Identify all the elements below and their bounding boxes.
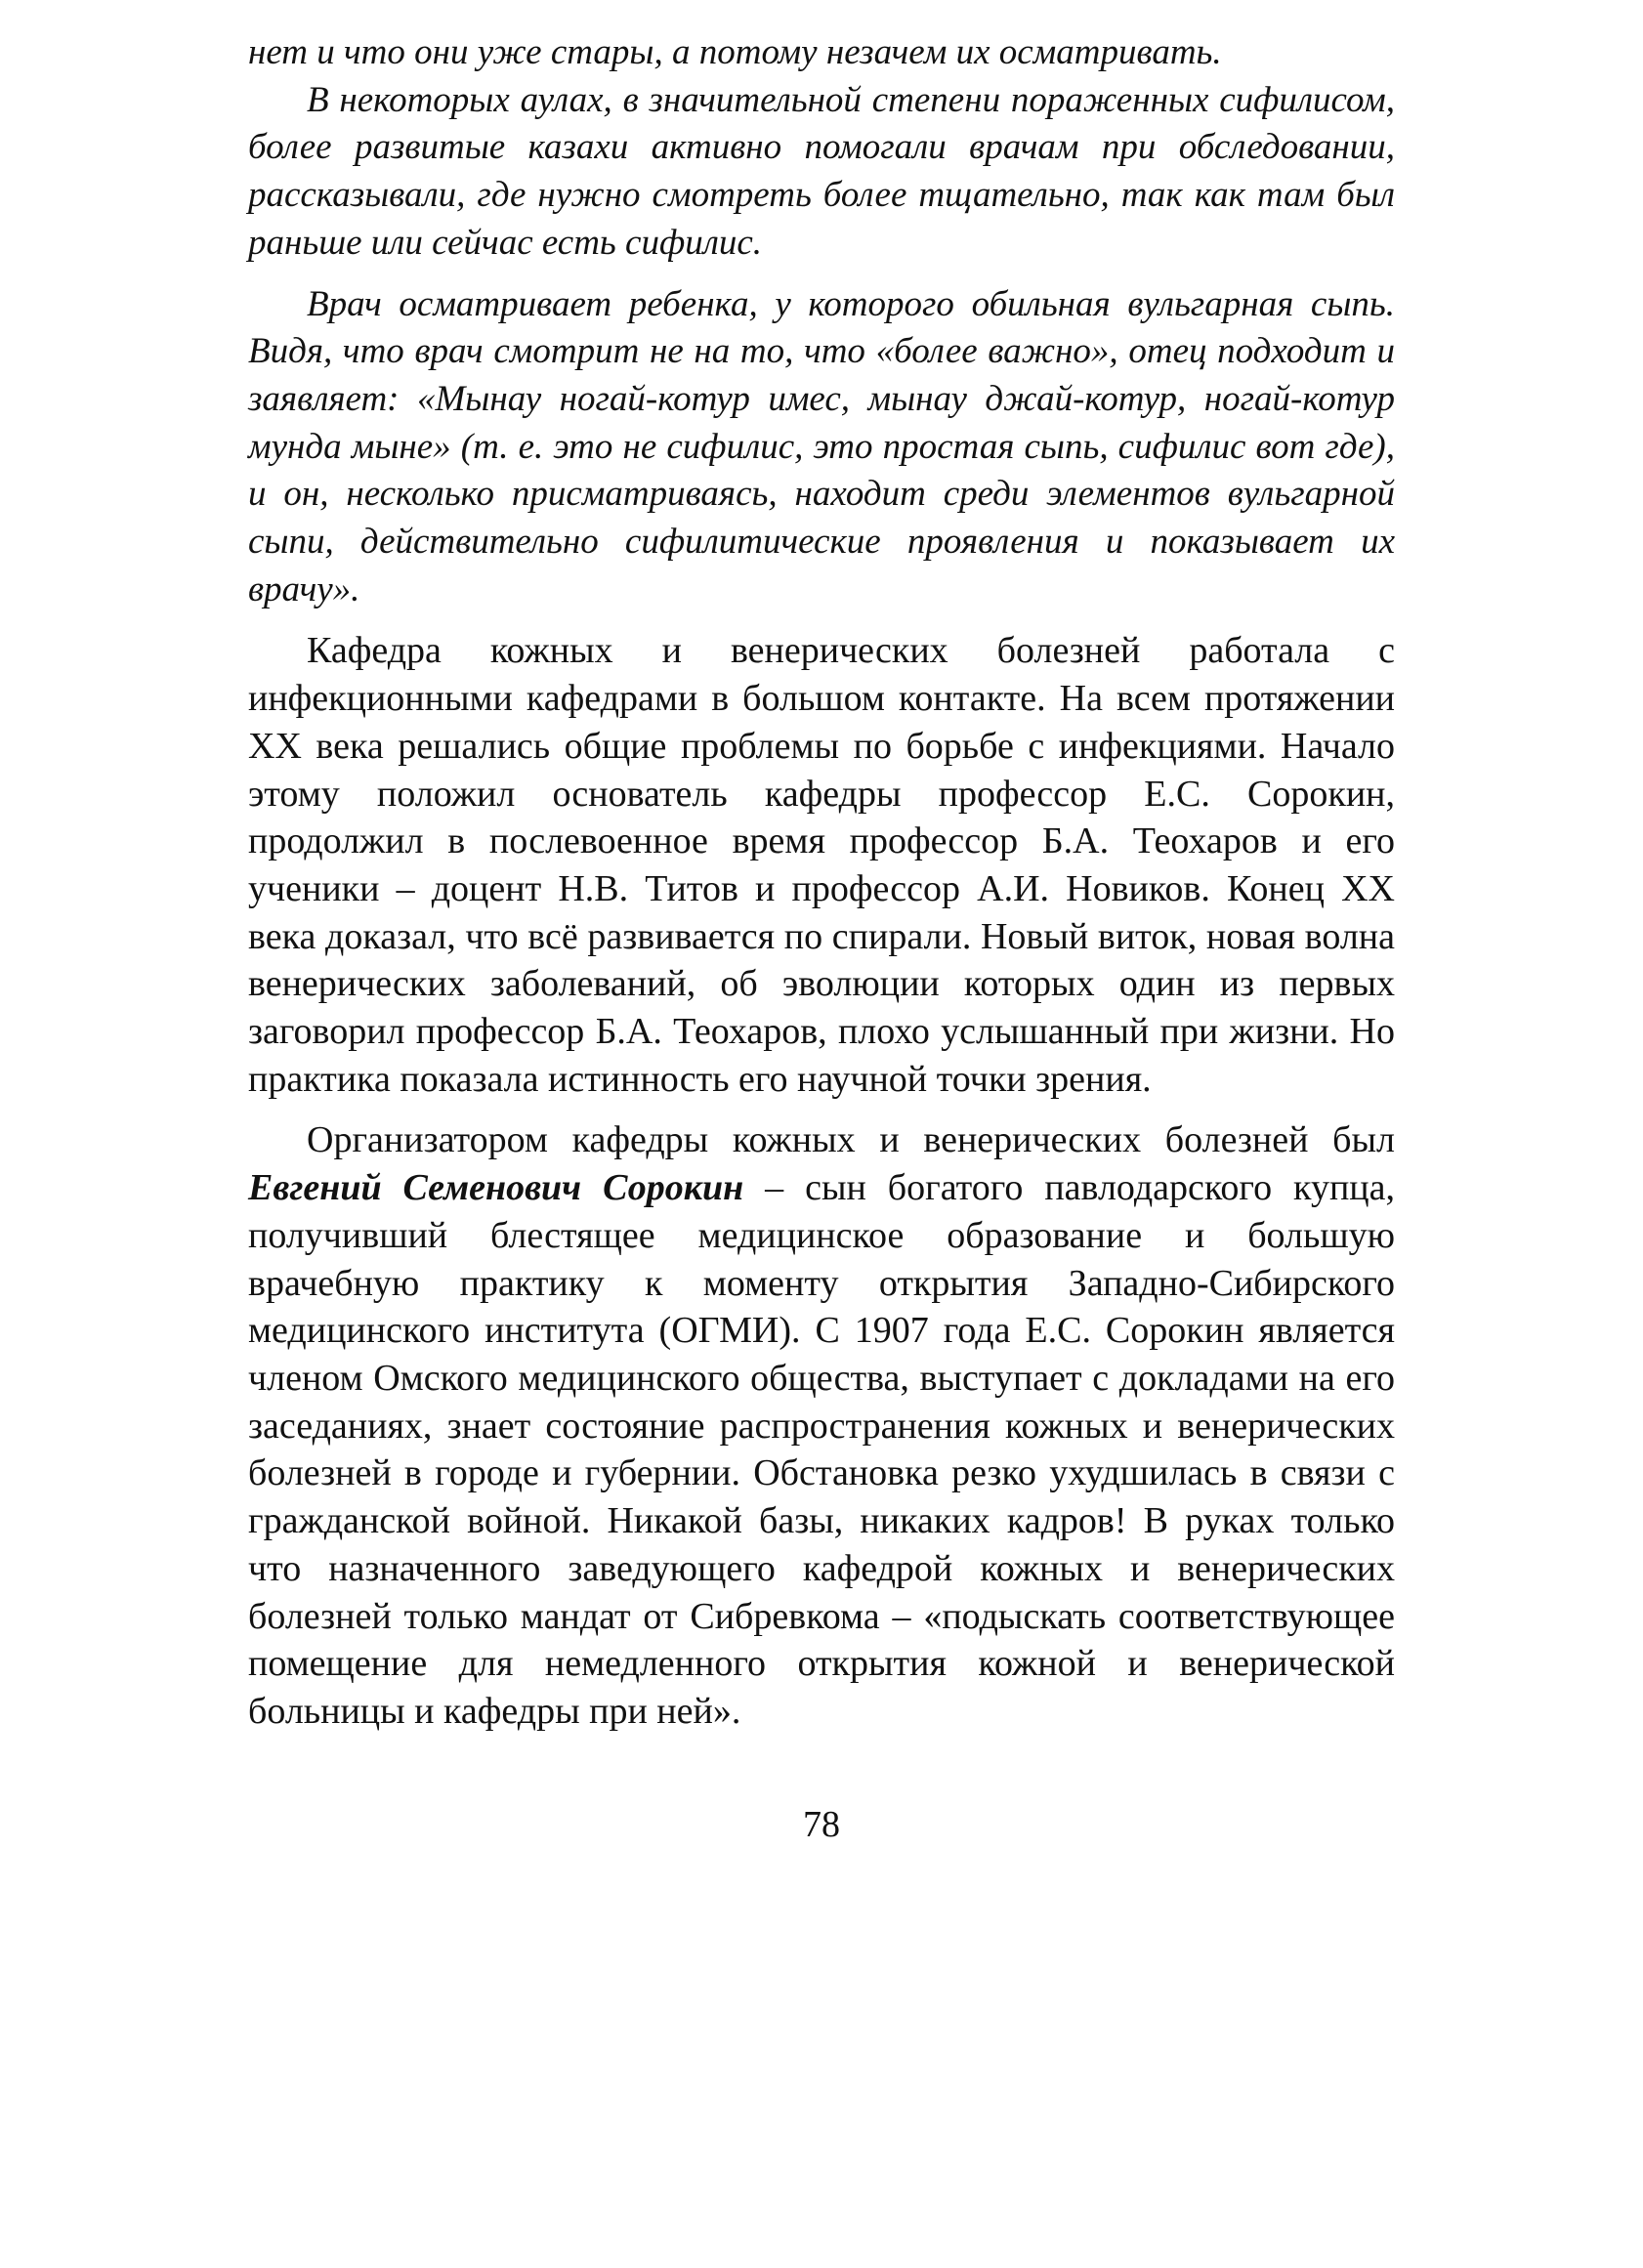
- body-paragraph-department: Кафедра кожных и венерических болезней работала с инфекционными кафедрами в большом контакте. На всем протяжении XX века решались общие проблемы по борьбе с инфекциями. Начало этому положил основатель кафедры профессор Е.С. Сорокин, продолжил в послевоенное время профессор Б.А. Теохаров и его ученики – доцент Н.В. Титов и профессор А.И. Новиков. Конец XX века доказал, что всё развивается по спирали. Новый виток, новая волна венерических заболеваний, об эволюции которых один из первых заговорил профессор Б.А. Теохаров, плохо услышанный при жизни. Но практика показала истинность его научной точки зрения.: [248, 630, 1395, 1100]
- quote-paragraph-3: Врач осматривает ребенка, у которого обильная вульгарная сыпь. Видя, что врач смотрит не на то, что «более важно», отец подходит и заявляет: «Мынау ногай-котур имес, мынау джай-котур, ногай-котур мунда мыне» (т. е. это не сифилис, это простая сыпь, сифилис вот где), и он, несколько присматриваясь, находит среди элементов вульгарной сыпи, действительно сифилитические проявления и показывает их врачу».: [248, 283, 1395, 609]
- quote-paragraph-2: В некоторых аулах, в значительной степени пораженных сифилисом, более развитые казахи активно помогали врачам при обследовании, рассказывали, где нужно смотреть более тщательно, так как там был раньше или сейчас есть сифилис.: [248, 79, 1395, 263]
- founder-intro-text: Организатором кафедры кожных и венерических болезней был: [307, 1119, 1395, 1161]
- page-number: 78: [803, 1804, 840, 1845]
- quote-paragraph-1: нет и что они уже стары, а потому незачем их осматривать.: [248, 32, 1222, 72]
- founder-bio-text: – сын богатого павлодарского купца, получивший блестящее медицинское образование и большую врачебную практику к моменту открытия Западно-Сибирского медицинского института (ОГМИ). С 1907 года Е.С. Сорокин является членом Омского медицинского общества, выступает с докладами на его заседаниях, знает состояние распространения кожных и венерических болезней в городе и губернии. Обстановка резко ухудшилась в связи с гражданской войной. Никакой базы, никаких кадров! В руках только что назначенного заведующего кафедрой кожных и венерических болезней только мандат от Сибревкома – «подыскать соответствующее помещение для немедленного открытия кожной и венерической больницы и кафедры при ней».: [248, 1167, 1395, 1732]
- body-paragraph-founder: [248, 1116, 1395, 1735]
- page-text: [248, 29, 1395, 1736]
- founder-name: Евгений Семенович Сорокин: [248, 1167, 744, 1209]
